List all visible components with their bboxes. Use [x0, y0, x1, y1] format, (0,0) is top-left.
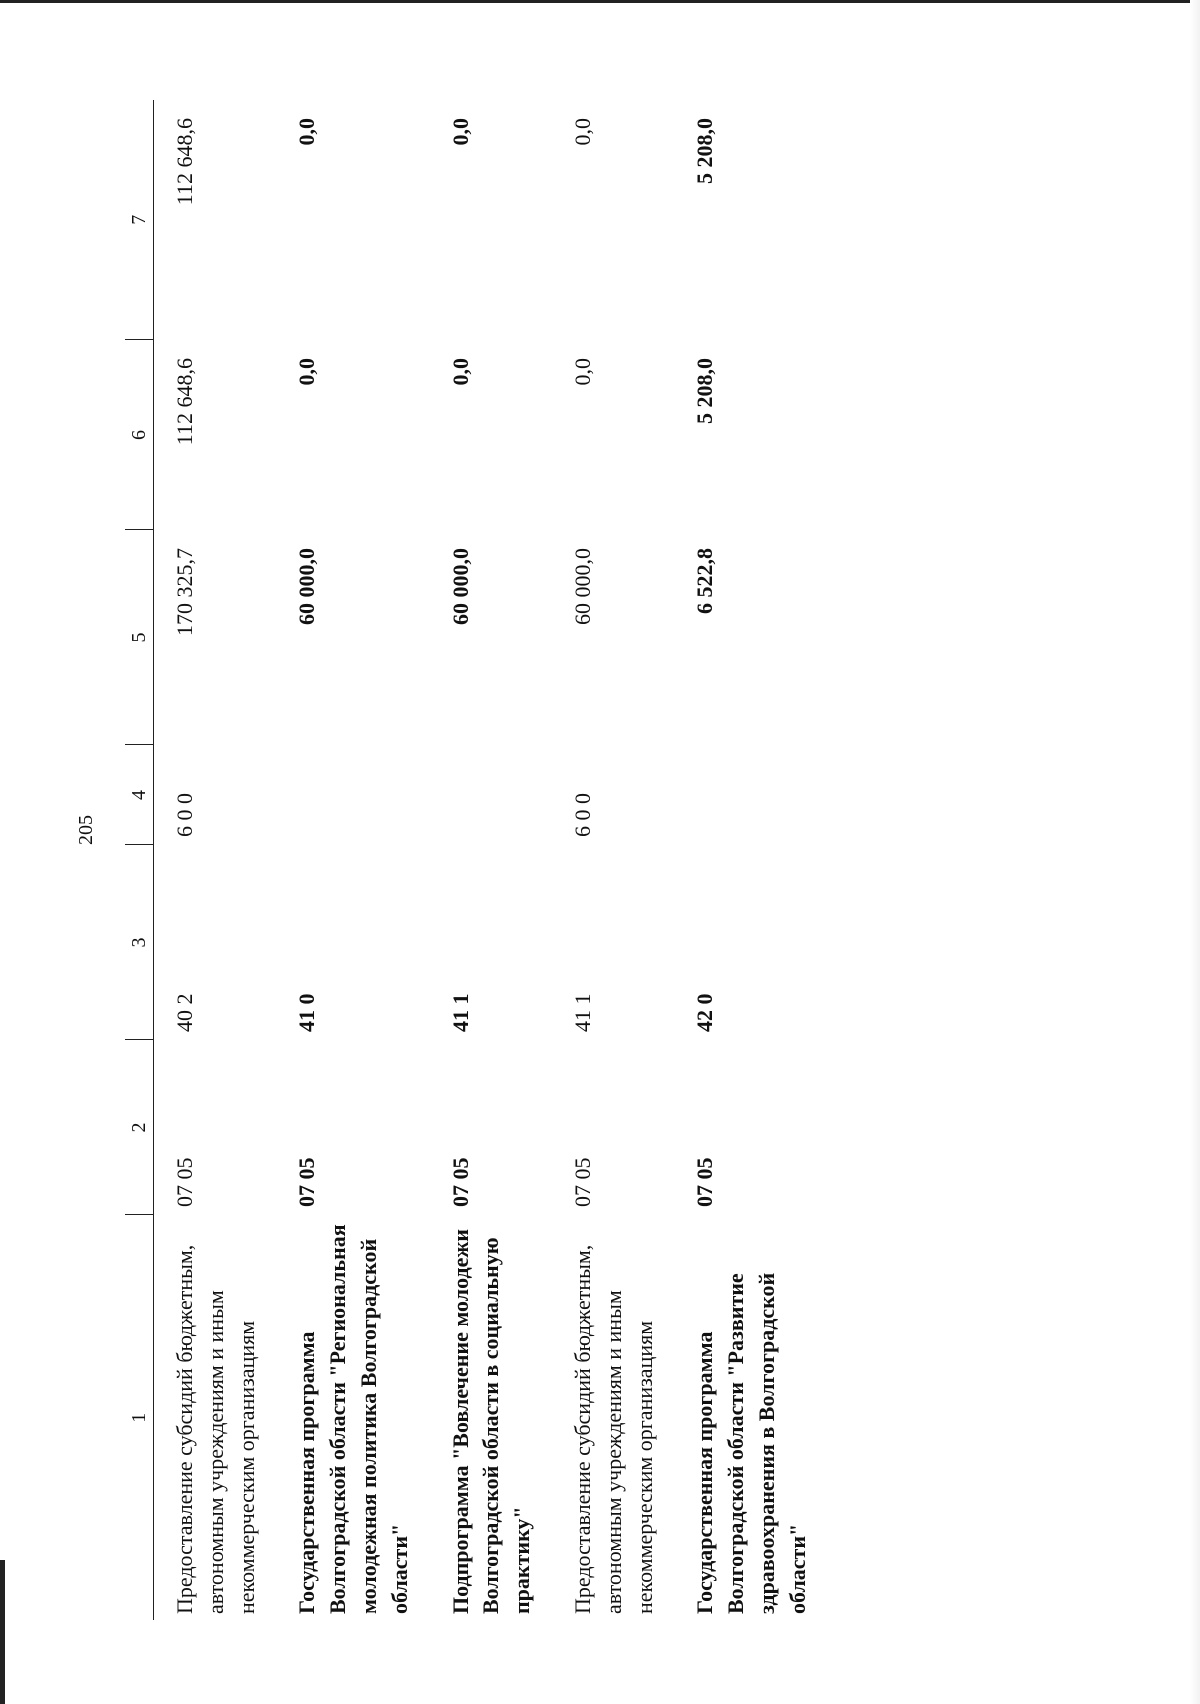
- row-col6: 112 648,6: [172, 358, 197, 446]
- row-col5: 60 000,0: [447, 548, 473, 625]
- header-col-6: 6: [125, 340, 154, 530]
- row-name: Предоставление субсидий бюджетным, автономным учреждениям и иным некоммерческим организациям: [172, 1244, 259, 1614]
- row-section: 07 05: [172, 1157, 197, 1207]
- row-col7: 5 208,0: [692, 118, 718, 184]
- row-section: 07 05: [569, 1157, 595, 1207]
- row-vr: [680, 745, 833, 845]
- row-target: 42 0: [692, 993, 718, 1032]
- row-col5: 60 000,0: [294, 548, 320, 625]
- row-section: 07 05: [692, 1157, 718, 1207]
- header-row: [125, 100, 154, 1620]
- row-col5: 60 000,0: [569, 548, 595, 625]
- table-row: [558, 100, 680, 1620]
- row-target: 40 2: [172, 993, 197, 1032]
- row-name: Подпрограмма "Вовлечение молодежи Волгоградской области в социальную практику": [447, 1229, 535, 1614]
- row-target: 41 1: [447, 993, 473, 1032]
- row-col6: 0,0: [447, 358, 473, 386]
- rotated-page: [75, 100, 885, 1620]
- row-col7: 0,0: [447, 118, 473, 146]
- row-section: 07 05: [447, 1157, 473, 1207]
- row-col7: 0,0: [294, 118, 320, 146]
- header-col-5: 5: [125, 530, 154, 745]
- scan-edge-right: [1190, 0, 1200, 1704]
- row-col5: 6 522,8: [692, 548, 718, 614]
- row-col6: 5 208,0: [692, 358, 718, 424]
- table-row: [680, 100, 833, 1620]
- table-row: [282, 100, 435, 1620]
- header-col-1: 1: [125, 1215, 154, 1620]
- row-name: Предоставление субсидий бюджетным, автономным учреждениям и иным некоммерческим организациям: [569, 1244, 657, 1614]
- scan-edge-top: [0, 0, 1200, 3]
- row-vr: 6 0 0: [172, 793, 197, 837]
- row-vr: 6 0 0: [569, 793, 595, 837]
- row-vr: [436, 745, 558, 845]
- budget-table: [125, 100, 834, 1620]
- row-name: Государственная программа Волгоградской области "Региональная молодежная политика Волгоградской области": [294, 1224, 412, 1614]
- row-col6: 0,0: [294, 358, 320, 386]
- row-col7: 0,0: [569, 118, 595, 146]
- table-row: [436, 100, 558, 1620]
- row-section: 07 05: [294, 1157, 320, 1207]
- table-row: [154, 100, 283, 1620]
- row-target: 41 0: [294, 993, 320, 1032]
- row-col5: 170 325,7: [172, 548, 197, 636]
- row-col6: 0,0: [569, 358, 595, 386]
- row-col7: 112 648,6: [172, 118, 197, 206]
- page-number: 205: [75, 815, 97, 845]
- header-col-7: 7: [125, 100, 154, 340]
- row-vr: [282, 745, 435, 845]
- header-col-3: 3: [125, 845, 154, 1040]
- header-col-2: 2: [125, 1040, 154, 1215]
- scan-edge-left: [0, 1560, 5, 1704]
- row-target: 41 1: [569, 993, 595, 1032]
- row-name: Государственная программа Волгоградской области "Развитие здравоохранения в Волгоградской области": [692, 1272, 810, 1614]
- header-col-4: 4: [125, 745, 154, 845]
